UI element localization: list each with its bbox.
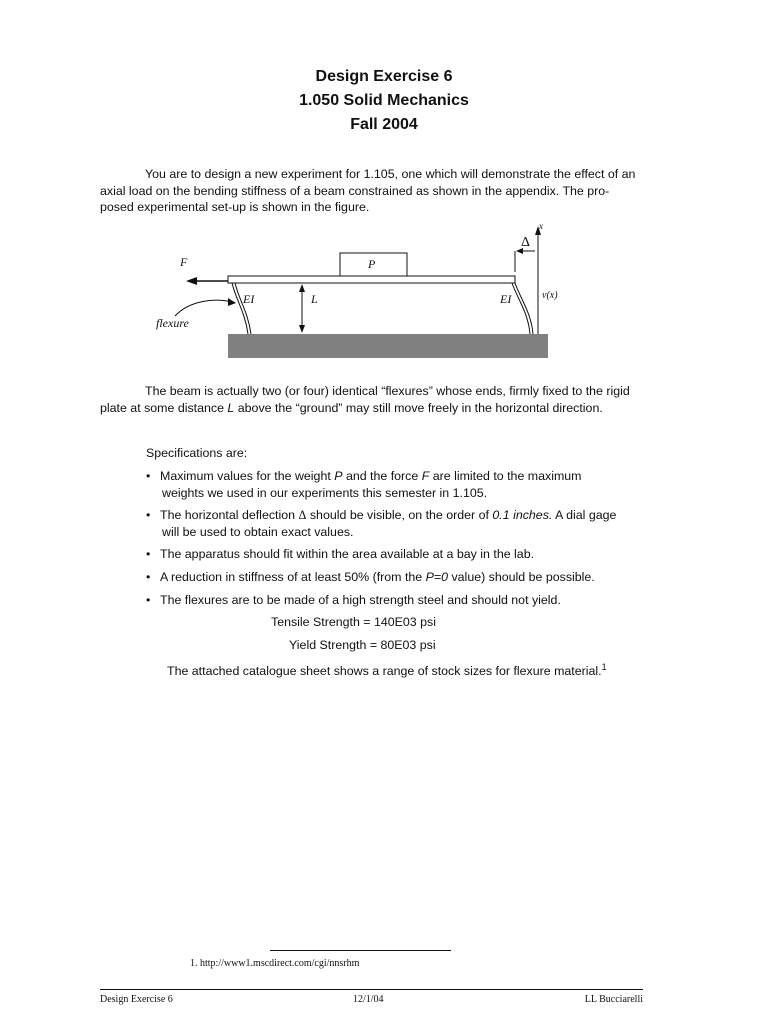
force-arrowhead: [186, 277, 197, 285]
yield-strength: Yield Strength = 80E03 psi: [289, 638, 436, 652]
beam-paragraph: The beam is actually two (or four) identical “flexures” whose ends, firmly fixed to the rigid plate at some distance L above the “ground” may still move freely in the horizontal direction.: [100, 384, 630, 415]
footer-left: Design Exercise 6: [100, 994, 173, 1005]
tensile-strength: Tensile Strength = 140E03 psi: [271, 615, 436, 629]
left-flexure: [232, 283, 248, 334]
label-vx: v(x): [542, 290, 558, 301]
flexure-pointer: [175, 300, 232, 316]
course-title: 1.050 Solid Mechanics: [299, 92, 469, 109]
spec-item-apparatus: • The apparatus should fit within the area available at a bay in the lab.: [146, 547, 535, 561]
term-title: Fall 2004: [350, 116, 418, 133]
label-p: P: [368, 257, 376, 271]
footer-author: LL Bucciarelli: [584, 994, 643, 1005]
specs-heading: Specifications are:: [146, 446, 248, 460]
right-flexure: [512, 283, 530, 334]
doc-title: Design Exercise 6: [315, 68, 453, 85]
label-l: L: [311, 292, 318, 306]
footnote-text: 1. http://www1.mscdirect.com/cgi/nnsrhm: [190, 958, 360, 969]
label-ei-right: EI: [500, 292, 512, 306]
intro-line-3: posed experimental set-up is shown in the figure.: [100, 200, 370, 214]
catalogue-note: The attached catalogue sheet shows a range of stock sizes for flexure material.$^1$: [167, 662, 607, 679]
spec-item-weight: • Maximum values for the weight P and the force F are limited to the maximum weights we used in our experiments this semester in 1.105.: [146, 469, 582, 500]
label-f: F: [180, 255, 188, 269]
footer-date: 12/1/04: [353, 994, 384, 1005]
beam: [228, 276, 515, 283]
spec-item-material: • The flexures are to be made of a high strength steel and should not yield.: [146, 593, 561, 607]
intro-line-1: You are to design a new experiment for 1.105, one which will demonstrate the effect of an: [145, 167, 636, 181]
beam-line-1: The beam is actually two (or four) identical “flexures” whose ends, firmly fixed to the rigid: [145, 384, 630, 398]
footnote-marker: 1: [601, 662, 607, 672]
ground-block: [228, 334, 548, 358]
spec-item-stiffness: • A reduction in stiffness of at least 50% (from the P=0 value) should be possible.: [146, 570, 595, 584]
label-x: x: [539, 221, 543, 231]
experiment-figure: [0, 0, 768, 380]
label-flexure: flexure: [156, 316, 189, 330]
footnote-rule: [270, 950, 451, 951]
spec-item-deflection: • The horizontal deflection Δ should be visible, on the order of 0.1 inches. A dial gage will be used to obtain exact values.: [146, 508, 617, 539]
label-ei-left: EI: [243, 292, 255, 306]
intro-line-2: axial load on the bending stiffness of a beam constrained as shown in the appendix. The pro-: [100, 183, 610, 198]
label-delta: Δ: [521, 235, 531, 250]
footer-rule: [100, 989, 643, 990]
